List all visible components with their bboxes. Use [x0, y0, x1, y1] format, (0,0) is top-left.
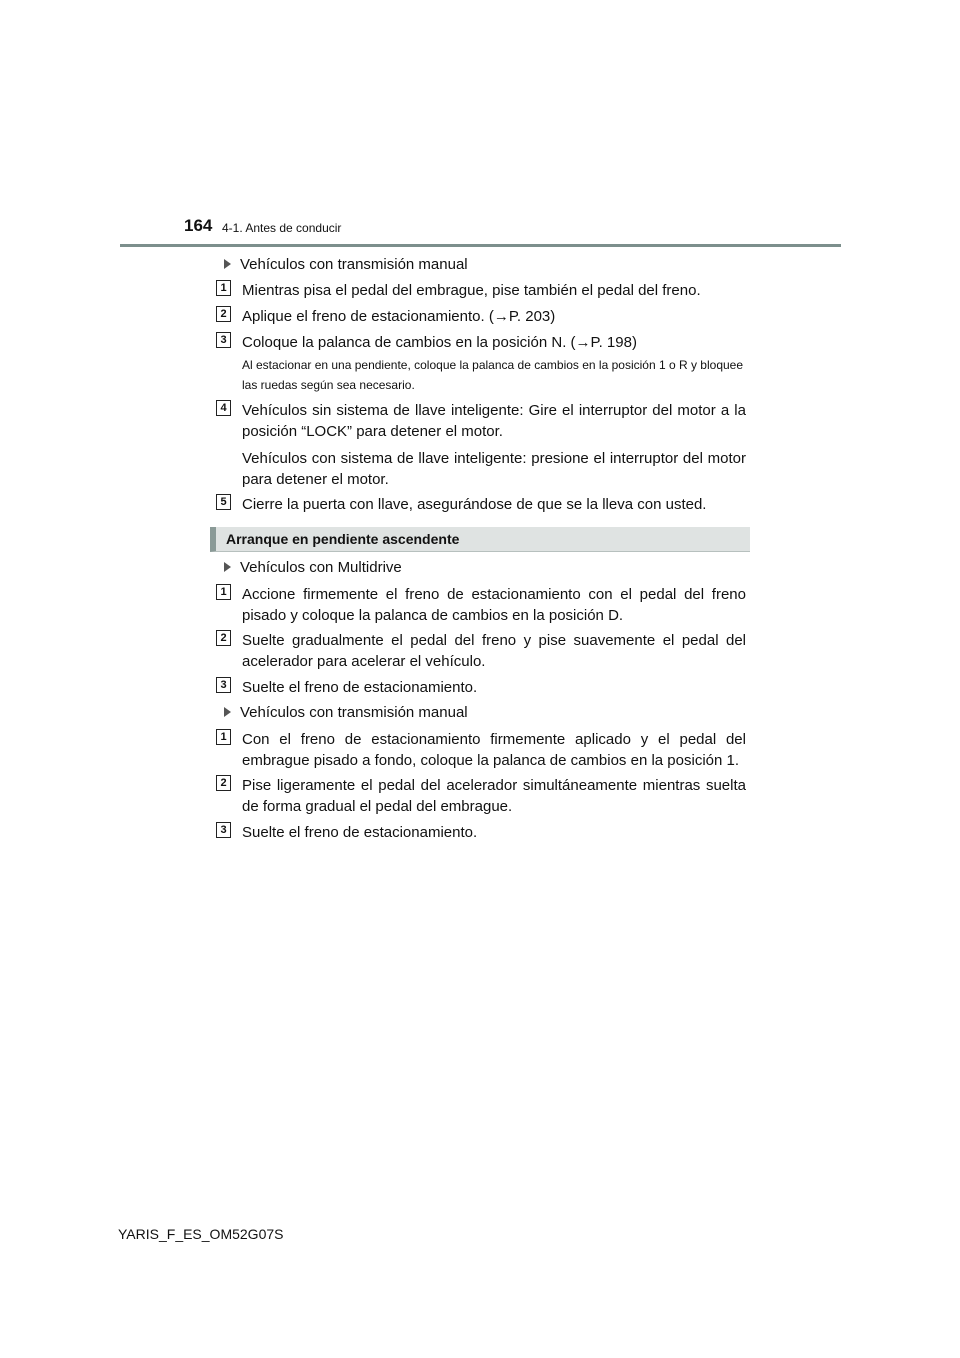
step-3 [216, 677, 746, 698]
step-2 [216, 306, 746, 327]
step-number-badge: 3 [216, 822, 231, 838]
step-text: Accione firmemente el freno de estacionamiento con el pedal del freno pisado y coloque la palanca de cambios en la posición D. [242, 586, 746, 624]
step-3 [216, 822, 746, 843]
step-3 [216, 332, 746, 353]
step-1 [216, 729, 746, 771]
step-number-badge: 2 [216, 306, 231, 322]
document-code: YARIS_F_ES_OM52G07S [118, 1226, 284, 1242]
step-number-badge: 3 [216, 677, 231, 693]
step-2 [216, 775, 746, 817]
triangle-bullet-icon [224, 259, 231, 269]
step-text: Suelte el freno de estacionamiento. [242, 824, 478, 841]
step-text: Vehículos sin sistema de llave inteligente: Gire el interruptor del motor a la posición “LOCK” para detener el motor. [242, 402, 746, 440]
step-text: Cierre la puerta con llave, asegurándose de que se la lleva con usted. [242, 496, 707, 513]
step-number-badge: 3 [216, 332, 231, 348]
step-4-additional-text: Vehículos con sistema de llave inteligente: presione el interruptor del motor para detener el motor. [242, 450, 746, 488]
step-text: Suelte gradualmente el pedal del freno y pise suavemente el pedal del acelerador para acelerar el vehículo. [242, 632, 746, 670]
step-text: Mientras pisa el pedal del embrague, pise también el pedal del freno. [242, 282, 701, 299]
step-text: Aplique el freno de estacionamiento. (→P. 203) [242, 308, 556, 325]
step-text: Suelte el freno de estacionamiento. [242, 679, 478, 696]
step-1 [216, 584, 746, 626]
header-divider [120, 244, 841, 247]
subheading-manual-transmission: Vehículos con transmisión manual [224, 703, 468, 723]
step-5 [216, 494, 746, 515]
step-number-badge: 2 [216, 775, 231, 791]
step-number-badge: 5 [216, 494, 231, 510]
step-number-badge: 1 [216, 280, 231, 296]
subheading-multidrive: Vehículos con Multidrive [224, 558, 402, 578]
triangle-bullet-icon [224, 562, 231, 572]
step-2 [216, 630, 746, 672]
step-number-badge: 2 [216, 630, 231, 646]
section-title: Arranque en pendiente ascendente [226, 531, 460, 547]
step-number-badge: 1 [216, 729, 231, 745]
step-text: Pise ligeramente el pedal del acelerador simultáneamente mientras suelta de forma gradual el pedal del embrague. [242, 777, 746, 815]
section-heading-bar [210, 527, 750, 552]
step-1 [216, 280, 746, 301]
step-text: Coloque la palanca de cambios en la posición N. (→P. 198) [242, 334, 637, 351]
step-4 [216, 400, 746, 442]
triangle-bullet-icon [224, 707, 231, 717]
step-number-badge: 4 [216, 400, 231, 416]
step-number-badge: 1 [216, 584, 231, 600]
note-text: Al estacionar en una pendiente, coloque la palanca de cambios en la posición 1 o R y bloquee las ruedas según sea necesario. [242, 358, 744, 392]
step-text: Con el freno de estacionamiento firmemente aplicado y el pedal del embrague pisado a fondo, coloque la palanca de cambios en la posición 1. [242, 731, 746, 769]
subheading-manual-transmission: Vehículos con transmisión manual [224, 255, 468, 275]
section-header: 4-1. Antes de conducir [222, 221, 342, 235]
page-number: 164 [184, 216, 213, 235]
